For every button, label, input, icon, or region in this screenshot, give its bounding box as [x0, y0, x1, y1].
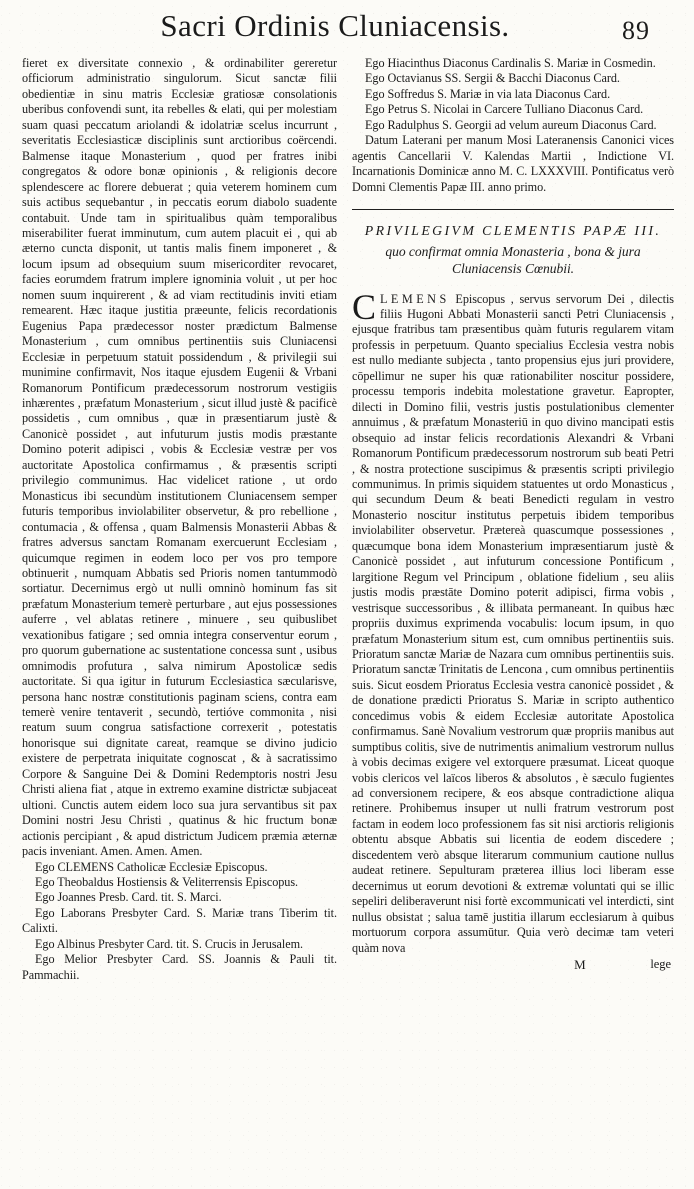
- privilege-subtitle-line2: Cluniacensis Cœnubii.: [451, 260, 575, 276]
- datum-paragraph: Datum Laterani per manum Mosi Lateranensis Canonici vices agentis Cancellarii V. Kalendas Martii , Indictione VI. Incarnationis Dominicæ anno M. C. LXXXVIII. Pontificatus verò Domni Clementis Papæ III. anno primo.: [352, 133, 674, 194]
- privilege-subtitle-line1: quo confirmat omnia Monasteria , bona & jura: [385, 243, 641, 259]
- privilege-body-paragraph: [352, 286, 674, 956]
- left-column: [22, 56, 337, 983]
- continuation-paragraph: fieret ex diversitate connexio , & ordinabiliter gereretur officiorum administratio singulorum. Sicut sanctæ filii obedientiæ in sinu matris Ecclesiæ gratiosæ consolationis uberibus confovendi sunt, ita rebelles & elati, qui per molestiam suam quasi peccatum ariolandi & idolatriæ scelus incurrunt , severitatis Ecclesiasticæ disciplinis sunt arctioribus coërcendi. Balmense itaque Monasterium , quod per fratres inibi congregatos & odore bonæ opinionis , & religionis decore splendescere ac florere debuerat ; quia veterem hominem cum suis actibus sequebantur , in peccatis eorum diabolo suadente contabuit. Unde tam in spiritualibus quàm temporalibus miserabiliter fuerat imminutum, cum autem placuit ei , qui ab æterno cuncta disponit, ut tantis malis finem imponeret , & locum ipsum ad obsequium suum misericorditer revocaret, facies eorumdem fratrum implere ignominia voluit , ut per hoc nomen suum inquirerent , & ad viam rectitudinis inviti etiam remearent. Hæc itaque justitia præeunte, felicis recordationis Eugenius Papa prædecessor noster prædictum Balmense Monasterium , cum omnibus pertinentiis suis Cluniacensi Ecclesiæ in perpetuum statuit possidendum , & privilegii sui munimine confirmavit, Nos itaque ejusdem Eugenii & Vrbani Romanorum Pontificum prædecessorum nostrorum vestigiis inhærentes , præfatum Monasterium , sicut illud justè & pacificè possidetis , cum omnibus , quæ in præsentiarum justè & Canonicè possidet , aut infuturum justis modis præstante Domino poterit adipisci , vobis & Ecclesiæ vestræ per vos auctoritate Apostolica confirmamus , & præsentis scripti privilegio communimus. Hac videlicet ratione , ut ordo Monasticus ibi secundùm institutionem Cluniacensem semper futuris temporibus inviolabiliter observetur, & pro rebellione , contumacia , & offensa , quam Balmensis Monasterii Abbas & fratres adversus sanctam Romanam exercuerunt Ecclesiam , quicumque regimen in eodem loco per vos pro tempore obtinuerit , numquam Abbatis sed Prioris nomen tantummodò sortiatur. Decernimus ergò ut nulli omninò hominum fas sit præfatum Monasterium temerè perturbare , aut ejus possessiones auferre , vel ablatas retinere , minuere , seu quibuslibet vexationibus fatigare ; sed omnia integra conserventur eorum , pro quorum gubernatione ac sustentatione concessa sunt , usibus omnimodis profutura , salva nimirum Apostolicæ sedis auctoritate. Si qua igitur in futurum Ecclesiastica sæcularisve, persona hanc nostræ constitutionis paginam sciens, contra eam temerè venire tentaverit , secundò, tertióve commonita , nisi reatum suum congrua satisfactione correxerit , potestatis honorisque sui dignitate careat, reamque se divino judicio existere de perpetrata iniquitate cognoscat , & à sacratissimo Corpore & Sanguine Dei & Domini Redemptoris nostri Jesu Christi aliena fiat , atque in extremo examine districtæ subjaceat ultioni. Cunctis autem eidem loco sua jura servantibus sit pax Domini nostri Jesu Christi , quatinus & hic fructum bonæ actionis percipiant , & apud districtum Judicem præmia æternæ pacis inveniant. Amen. Amen. Amen.: [22, 56, 337, 859]
- subscription-theobaldus: Ego Theobaldus Hostiensis & Veliterrensis Episcopus.: [35, 875, 299, 890]
- subscription-laborans: Ego Laborans Presbyter Card. S. Mariæ trans Tiberim tit. Calixti.: [22, 905, 337, 936]
- privilege-heading: [352, 223, 674, 276]
- subscription-soffredus: Ego Soffredus S. Mariæ in via lata Diaconus Card.: [365, 86, 611, 101]
- running-header: [0, 0, 694, 54]
- drop-cap-initial: C: [352, 286, 376, 327]
- subscription-albinus: Ego Albinus Presbyter Card. tit. S. Crucis in Jerusalem.: [35, 936, 304, 951]
- subscription-joannes: Ego Joannes Presb. Card. tit. S. Marci.: [35, 890, 222, 905]
- privilege-title: PRIVILEGIVM CLEMENTIS PAPÆ III.: [364, 223, 662, 239]
- text-columns: [0, 54, 694, 983]
- signature-mark: M: [574, 957, 586, 973]
- subscription-hiacinthus: Ego Hiacinthus Diaconus Cardinalis S. Mariæ in Cosmedin.: [365, 56, 656, 70]
- section-divider: [352, 209, 674, 210]
- opening-word-caps: LEMENS: [379, 291, 450, 306]
- subscription-petrus: Ego Petrus S. Nicolai in Carcere Tulliano Diaconus Card.: [365, 102, 644, 117]
- subscription-octavianus: Ego Octavianus SS. Sergii & Bacchi Diaconus Card.: [365, 71, 620, 86]
- signature-row: [352, 957, 674, 973]
- privilege-body-text: Episcopus , servus servorum Dei , dilectis filiis Hugoni Abbati Monasterii sancti Petri Cluniacensis , ejusque fratribus tam præsentibus quàm futuris regularem vitam professis in perpetuum. Quanto specialius Ecclesia vestra nobis est nullo mediante subjecta , tanto propensius ejus juri providere, cōpellimur ne super his quæ rationabiliter noscitur possidere, processu temporis indebita molestatione gravetur. Eapropter, dilecti in Domino filii, vestris justis postulationibus clementer annuimus , & præfatum Monasteriū in quo divino mancipati estis obsequio ad instar felicis recordationis Alexandri & Vrbani Romanorum Pontificum prædecessorum nostrorum sub beati Petri , & nostra protectione suscipimus & præsentis scripti privilegio communimus. In primis siquidem statuentes ut ordo Monasticus , qui secundum Deum & beati Benedicti regulam in vestro Monasterio noscitur institutus perpetuis ibidem temporibus inviolabiliter observetur. Prætereà quascumque possessiones , quæcumque bona idem Monasterium impræsentiarum justè & Canonicè possidet , aut infuturum concessione Pontificum , largitione Regum vel Principum , oblatione fidelium , seu aliis justis modis præstāte Domino poterit adipisci, firma vobis , vestrisque successoribus , & illibata permaneant. In quibus hæc propriis duximus exprimenda vocabulis: locum ipsum, in quo præfatum Monasterium situm est, cum omnibus pertinentiis suis. Prioratum sanctæ Mariæ de Nazara cum omnibus pertinentiis suis. Prioratum sanctæ Trinitatis de Lencona , cum omnibus pertinentiis suis. Sicut eosdem Prioratus Ecclesia vestra canonicè possidet , & de donatione prædicti Prioratus S. Mariæ in scripto authentico concedimus vobis & eidem Ecclesiæ autoritate Apostolica confirmamus. Sanè Novalium vestrorum quæ propriis manibus aut sumptibus colitis, sive de nutrimentis animalium vestrorum nullus à vobis decimas exigere vel extorquere præsumat. Liceat quoque vobis clericos vel laïcos liberos & absolutos , è sæculo fugientes ad conversionem recipere, & eos absque contradictione aliqua retinere. Prohibemus insuper ut nulli fratrum vestrorum post factam in eodem loco professionem fas sit nisi arctioris religionis obtentu absque Abbatis sui licentia de eodem discedere ; discedentem verò absque literarum communium cautione nullus audeat retinere. Sepulturam præterea illius loci liberam esse decernimus ut eorum devotioni & extremæ voluntati qui se illic sepeliri deliberaverunt nisi fortè excommunicati vel interdicti, sint nullus obsistat ; salua tamē justitia illarum ecclesiarum à quibus mortuorum corpora assumūtur. Quia verò decimæ tam veteri quàm nova: [352, 291, 674, 955]
- page-number: 89: [622, 16, 650, 45]
- subscription-clemens: Ego CLEMENS Catholicæ Ecclesiæ Episcopus.: [35, 859, 268, 874]
- subscription-melior: Ego Melior Presbyter Card. SS. Joannis & Pauli tit. Pammachii.: [22, 952, 337, 982]
- header-title: Sacri Ordinis Cluniacensis.: [160, 8, 510, 43]
- catchword: lege: [650, 957, 671, 972]
- subscription-radulphus: Ego Radulphus S. Georgii ad velum aureum Diaconus Card.: [365, 117, 657, 132]
- right-column: [352, 56, 674, 983]
